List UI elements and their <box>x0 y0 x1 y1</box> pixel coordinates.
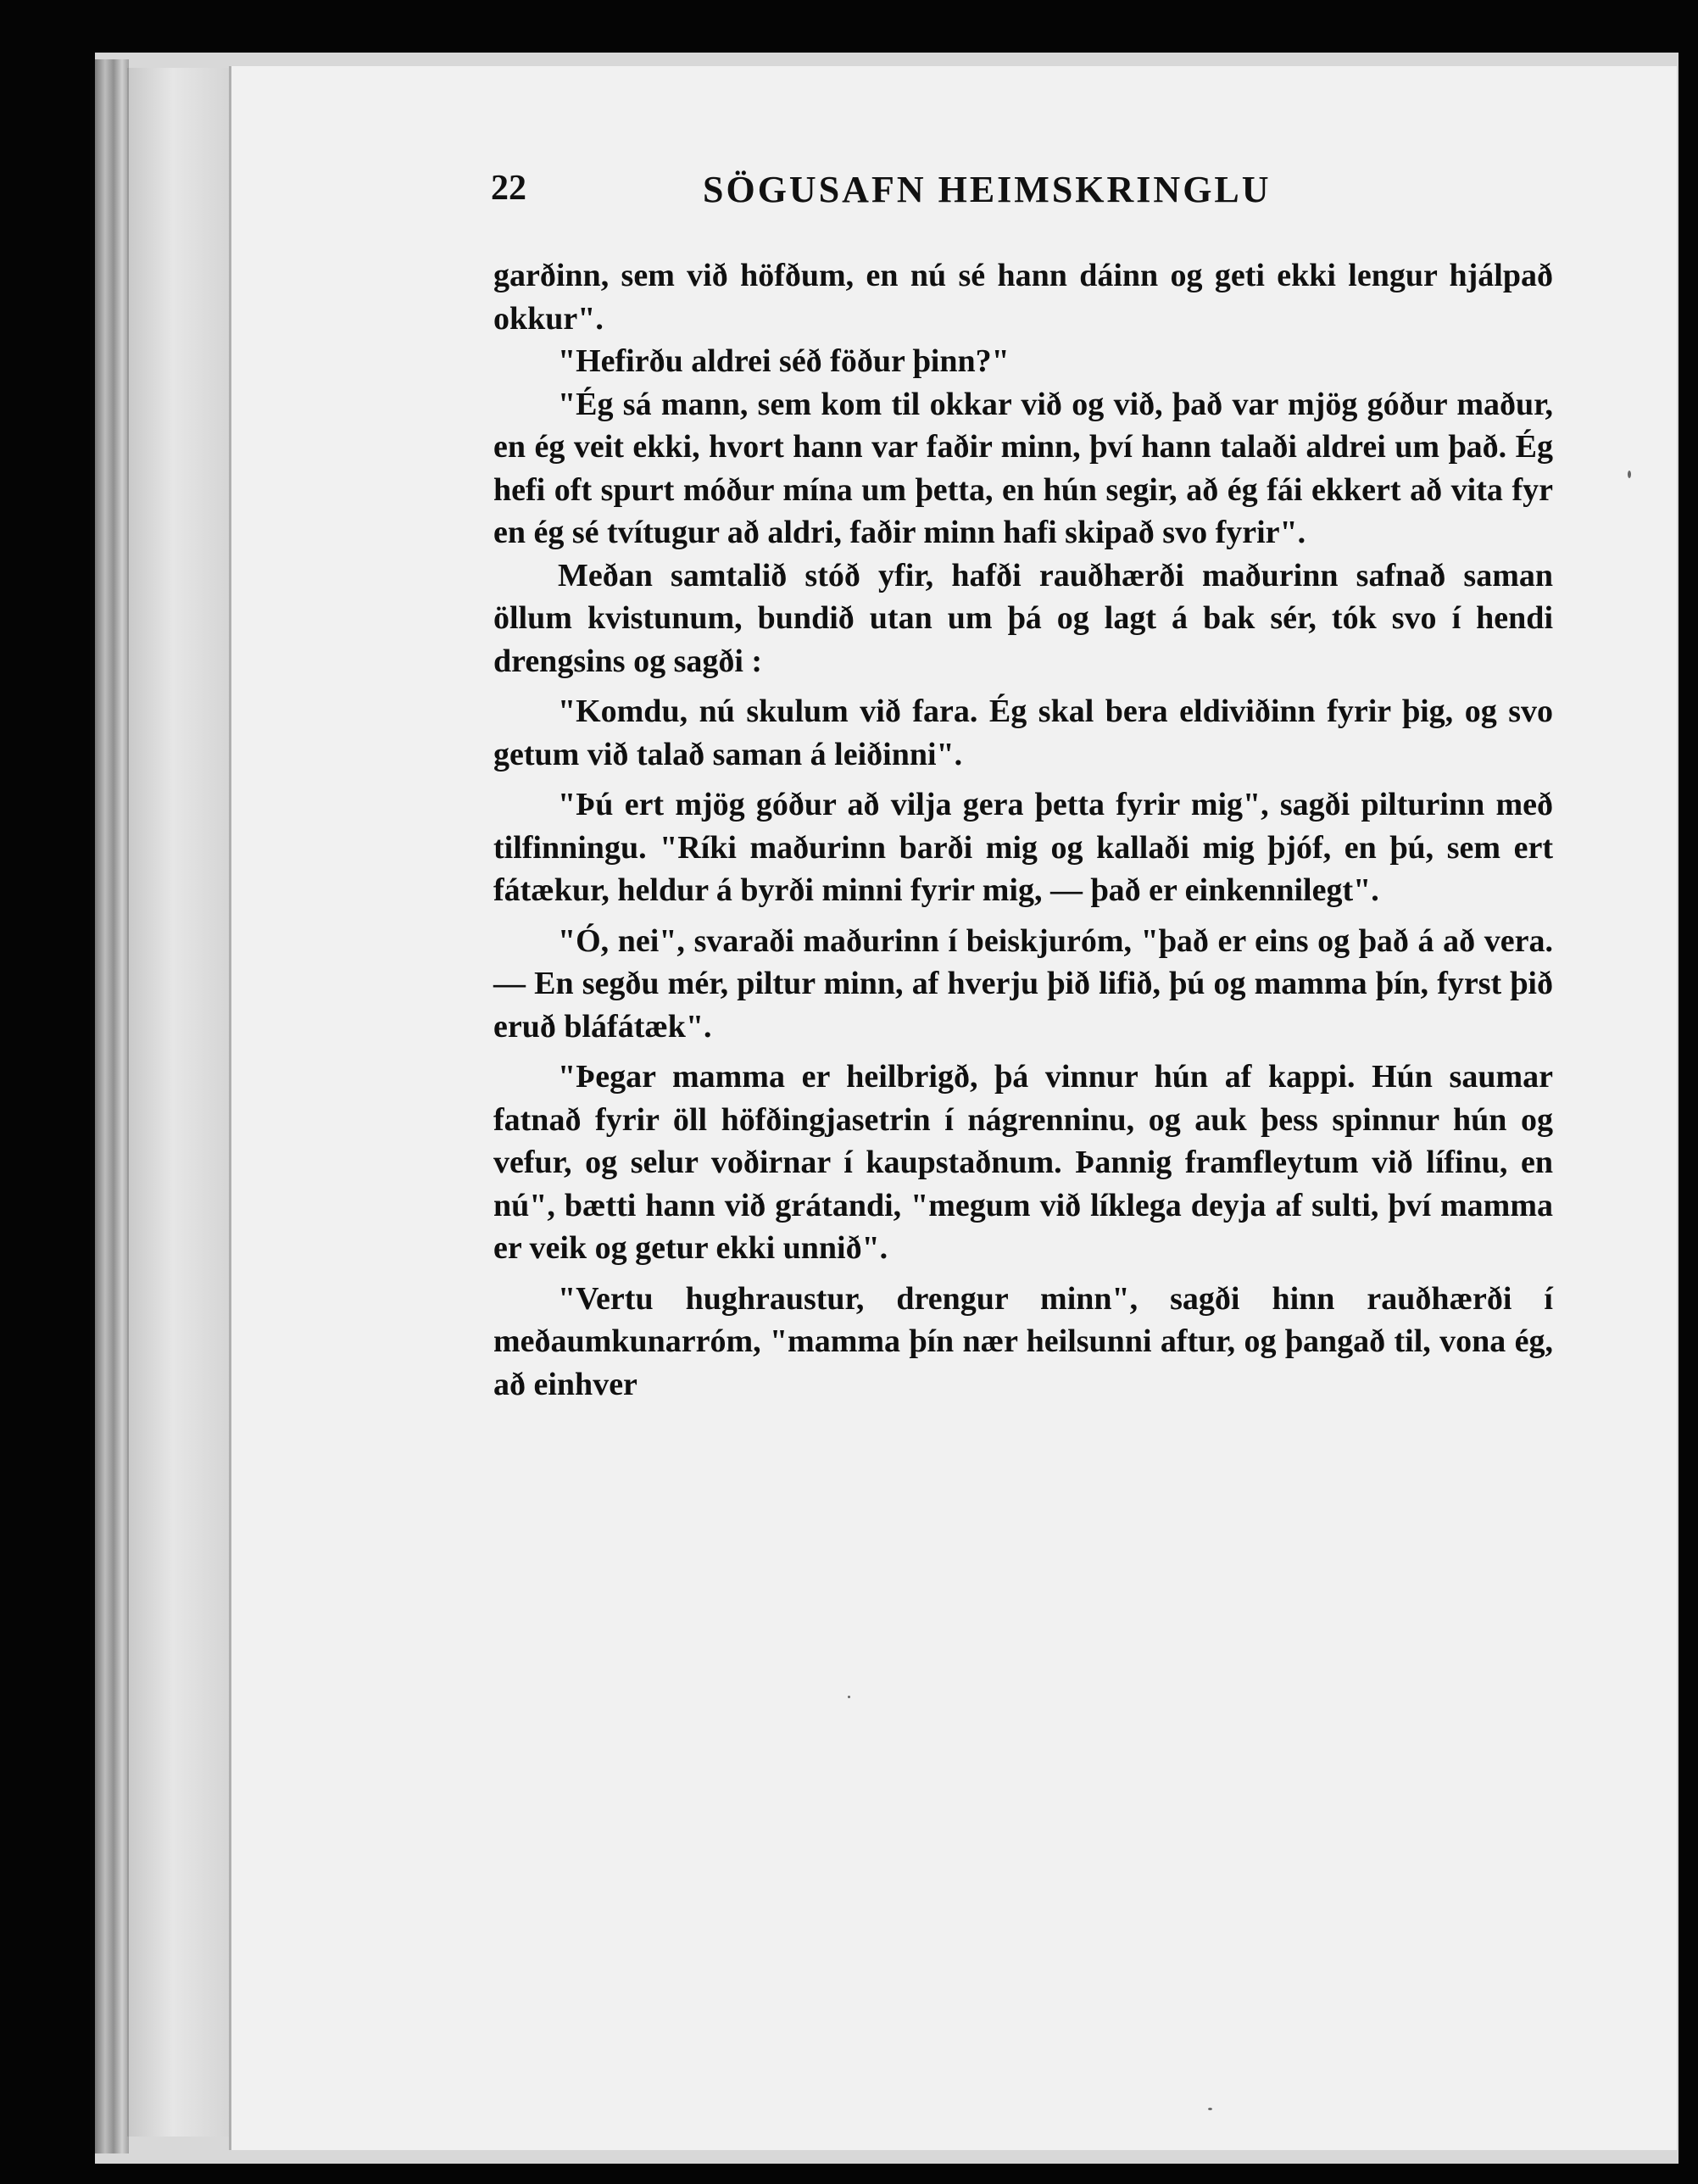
paragraph: "Ó, nei", svaraði maðurinn í beiskjuróm, "það er eins og það á að vera. — En segðu mér, piltur minn, af hverju þið lifið, þú og mamma þín, fyrst þið eruð bláfátæk". <box>493 922 1553 1045</box>
paper-speck <box>1208 2108 1212 2110</box>
paragraph: "Hefirðu aldrei séð föður þinn?" <box>558 343 1010 379</box>
paper-speck <box>848 1696 850 1698</box>
page-header <box>491 168 1678 244</box>
paragraph: Meðan samtalið stóð yfir, hafði rauðhærði maðurinn safnað saman öllum kvistunum, bundið utan um þá og lagt á bak sér, tók svo í hendi drengsins og sagði : <box>493 557 1553 679</box>
paragraph: "Komdu, nú skulum við fara. Ég skal bera eldiviðinn fyrir þig, og svo getum við talað saman á leiðinni". <box>493 694 1553 772</box>
running-head: SÖGUSAFN HEIMSKRINGLU <box>703 169 1272 210</box>
paper-speck <box>1628 471 1631 478</box>
paragraph: garðinn, sem við höfðum, en nú sé hann dáinn og geti ekki lengur hjálpað okkur". <box>493 258 1553 337</box>
paragraph: "Þú ert mjög góður að vilja gera þetta fyrir mig", sagði pilturinn með tilfinningu. "Ríki maðurinn barði mig og kallaði mig þjóf, en þú, sem ert fátækur, heldur á byrði minni fyrir mig, — það er einkennilegt". <box>493 787 1553 908</box>
paragraph: "Þegar mamma er heilbrigð, þá vinnur hún af kappi. Hún saumar fatnað fyrir öll höfðingjasetrin í nágrenninu, og auk þess spinnur hún og vefur, og selur voðirnar í kaupstaðnum. Þannig framfleytum við lífinu, en nú", bætti hann við grátandi, "megum við líklega deyja af sulti, því mamma er veik og getur ekki unnið". <box>493 1059 1553 1266</box>
paragraph: "Ég sá mann, sem kom til okkar við og við, það var mjög góður maður, en ég veit ekki, hvort hann var faðir minn, því hann talaði aldrei um það. Ég hefi oft spurt móður mína um þetta, en hún segir, að ég fái ekkert að vita fyr en ég sé tvítugur að aldri, faðir minn hafi skipað svo fyrir". <box>493 386 1553 550</box>
page-edge-inner <box>127 68 239 2137</box>
body-text <box>493 254 1553 1406</box>
page-edge <box>95 59 129 2153</box>
page-number: 22 <box>491 169 526 208</box>
paragraph: "Vertu hughraustur, drengur minn", sagði hinn rauðhærði í meðaumkunarróm, "mamma þín nær heilsunni aftur, og þangað til, vona ég, að einhver <box>493 1280 1553 1402</box>
